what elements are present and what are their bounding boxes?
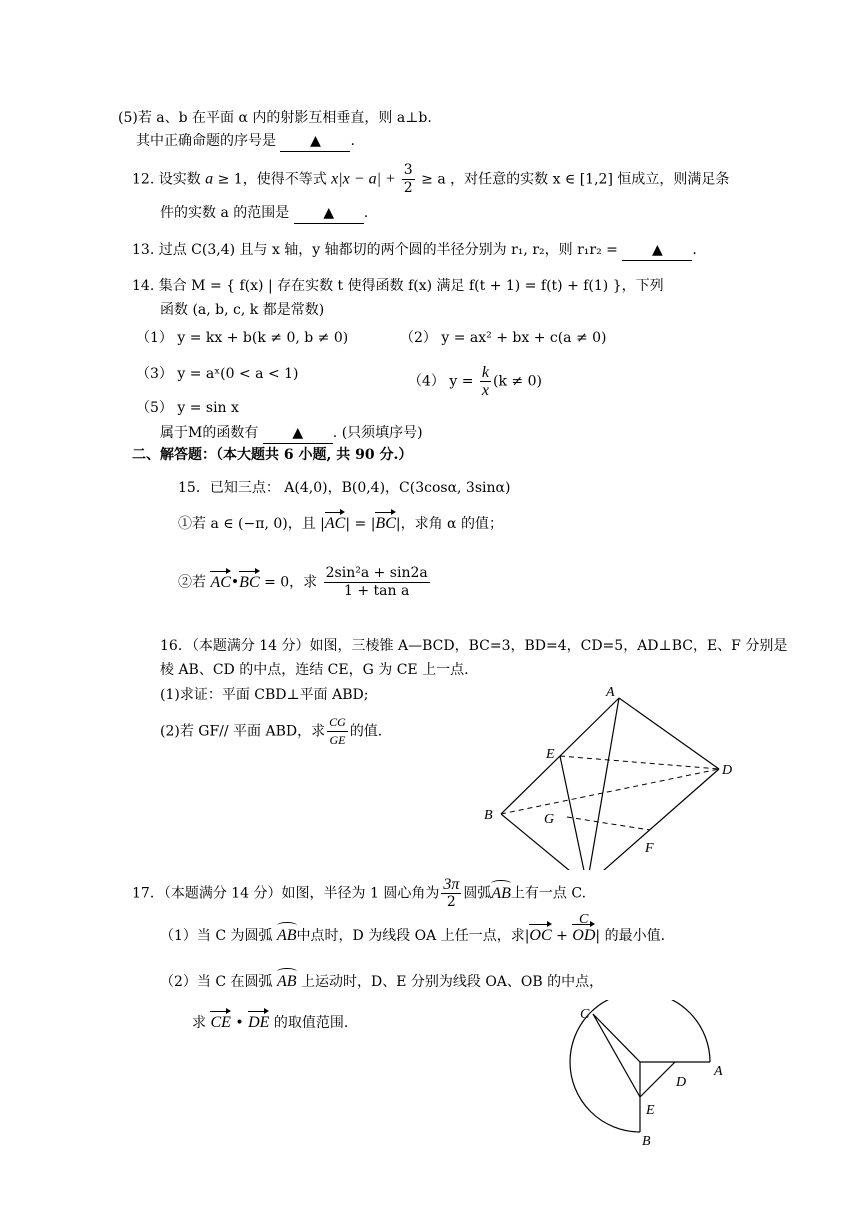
q13-text: 13. 过点 C(3,4) 且与 x 轴，y 轴都切的两个圆的半径分别为 r₁, r₂，则 r₁r₂ = [132, 242, 618, 258]
dot-operator: • [230, 1015, 249, 1031]
q16-fraction [327, 714, 348, 749]
q17-d5: 的取值范围. [269, 1015, 349, 1031]
vector-de: DE [248, 1014, 270, 1031]
vector-od: OD [572, 927, 596, 944]
arc-ab: AB [491, 884, 511, 902]
q17-frac-num: 3π [443, 876, 460, 893]
label-f: F [645, 841, 654, 856]
segment-ce [560, 756, 587, 870]
q12-frac-den: 2 [403, 180, 413, 196]
edge-bd-hidden [501, 769, 719, 814]
q14-option-2: （2） y = ax² + bx + c(a ≠ 0) [400, 330, 607, 346]
q15-b1: ①若 a ∈ (−π, 0)，且 | [178, 516, 325, 532]
q17-fraction [441, 876, 461, 911]
q17-b1: （1）当 C 为圆弧 [160, 928, 277, 944]
arc-ab: AB [276, 927, 297, 944]
question-15-part2 [178, 565, 432, 600]
label-e: E [646, 1103, 655, 1118]
question-16: 16．（本题满分 14 分）如图，三棱锥 A—BCD，BC=3，BD=4，CD=5，AD⊥BC，E、F 分别是 [160, 638, 788, 654]
q16-frac-den: GE [329, 733, 346, 747]
period: . [692, 242, 697, 258]
q12-text-f: 件的实数 a 的范围是 [160, 205, 290, 221]
q12-inequality: x|x − a| + [331, 170, 400, 188]
q15-frac-num: 2sin²a + sin2a [325, 565, 428, 581]
q14-frac-num: k [481, 364, 490, 381]
label-g: G [544, 812, 555, 827]
vector-ce: CE [210, 1014, 231, 1031]
label-d: D [676, 1075, 687, 1090]
q14-answer-line [160, 423, 423, 444]
answer-blank-11[interactable]: ▲ [280, 131, 350, 152]
question-14: 14. 集合 M = { f(x) | 存在实数 t 使得函数 f(x) 满足 f(t + 1) = f(t) + f(1) }，下列 [132, 278, 664, 294]
q16-d2: 的值. [349, 723, 383, 740]
edge-ac [587, 698, 619, 870]
question-14-cont: 函数 (a, b, c, k 都是常数) [160, 302, 325, 318]
q15-b3: | = | [345, 516, 376, 532]
question-17-part1 [160, 926, 665, 946]
answer-prompt-line [136, 131, 355, 152]
statement-5: (5)若 a、b 在平面 α 内的射影互相垂直，则 a⊥b. [118, 110, 432, 126]
answer-blank-14[interactable]: ▲ [263, 423, 333, 444]
q14-frac-den: x [481, 382, 490, 399]
q14-option-1: （1） y = kx + b(k ≠ 0, b ≠ 0) [136, 330, 349, 346]
question-17 [132, 876, 586, 911]
q12-frac-num: 3 [403, 162, 413, 178]
vector-ac: AC [210, 573, 231, 591]
vector-oc: OC [529, 927, 552, 944]
question-16-part2 [160, 714, 382, 749]
plus-operator: + [551, 928, 573, 944]
segment-ed-hidden [560, 756, 719, 769]
q17-a1: 17．（本题满分 14 分）如图，半径为 1 圆心角为 [132, 885, 440, 902]
label-b: B [484, 808, 493, 823]
question-16-part1: (1)求证：平面 CBD⊥平面 ABD; [160, 687, 369, 703]
q17-a4: 上有一点 C. [510, 885, 587, 902]
q15-frac-den: 1 + tan a [344, 583, 410, 599]
question-15: 15．已知三点： A(4,0)，B(0,4)，C(3cosα, 3sinα) [178, 480, 511, 496]
label-b: B [642, 1134, 651, 1149]
label-e: E [546, 747, 555, 762]
q17-b7: | 的最小值. [595, 928, 666, 944]
q15-fraction [324, 565, 430, 600]
q15-c1: ②若 [178, 574, 211, 591]
vector-bc: BC [239, 573, 260, 591]
q12-text-e: ≥ a ，对任意的实数 x ∈ [1,2] 恒成立，则满足条 [416, 171, 730, 188]
question-17-part2-cont [192, 1013, 348, 1033]
q17-a2: 圆弧 [463, 885, 492, 902]
answer-blank-12[interactable]: ▲ [294, 203, 364, 224]
edge-ad [619, 698, 719, 769]
section-heading: 二、解答题：（本大题共 6 小题, 共 90 分.） [132, 447, 413, 463]
label-a: A [714, 1064, 723, 1079]
label-c: C [579, 912, 589, 927]
question-17-part2 [160, 972, 603, 992]
arc-ab: AB [276, 973, 297, 990]
tetrahedron-figure [470, 680, 750, 870]
question-15-part1 [178, 514, 503, 534]
label-c: C [580, 1007, 590, 1022]
q14-opt4-b: (k ≠ 0) [493, 373, 542, 390]
q17-frac-den: 2 [446, 894, 456, 910]
label-a: A [606, 685, 615, 700]
question-13 [132, 240, 697, 261]
period: . [350, 133, 355, 149]
question-12-cont [160, 203, 368, 224]
q14-opt4-a: （4） y = [408, 373, 478, 390]
answer-prompt: 其中正确命题的序号是 [136, 133, 276, 149]
q14-option-3: （3） y = aˣ(0 < a < 1) [136, 366, 299, 382]
q12-text-c: ≥ 1，使得不等式 [213, 171, 332, 188]
q17-d1: 求 [192, 1015, 211, 1031]
q17-c3: 上运动时，D、E 分别为线段 OA、OB 的中点， [296, 974, 604, 990]
q14-fraction [480, 364, 491, 399]
q12-var-a: a [205, 170, 214, 188]
q12-fraction [402, 162, 415, 197]
segment-de [640, 1062, 675, 1097]
q17-b3: 中点时，D 为线段 OA 上任一点，求| [296, 928, 530, 944]
vector-bc: BC [375, 515, 396, 532]
vector-ac: AC [324, 515, 346, 532]
q14-answer-prompt: 属于M的函数有 [160, 425, 259, 441]
q16-d1: (2)若 GF// 平面 ABD，求 [160, 723, 326, 740]
q14-answer-note: . (只须填序号) [332, 425, 423, 441]
dot-operator: • [230, 574, 240, 591]
q14-option-4 [408, 364, 542, 399]
q15-b5: |，求角 α 的值； [395, 516, 503, 532]
sector-figure [560, 1000, 740, 1150]
q12-text-a: 12. 设实数 [132, 171, 206, 188]
q14-option-5: （5） y = sin x [136, 400, 239, 416]
q15-c5: = 0，求 [259, 574, 322, 591]
label-d: D [722, 763, 733, 778]
q16-frac-num: CG [327, 714, 348, 732]
q17-c1: （2）当 C 在圆弧 [160, 974, 277, 990]
answer-blank-13[interactable]: ▲ [622, 240, 692, 261]
question-16-cont: 棱 AB、CD 的中点，连结 CE，G 为 CE 上一点. [160, 662, 469, 678]
question-12 [132, 162, 729, 197]
segment-gf-hidden [567, 817, 650, 830]
period: . [363, 205, 369, 221]
